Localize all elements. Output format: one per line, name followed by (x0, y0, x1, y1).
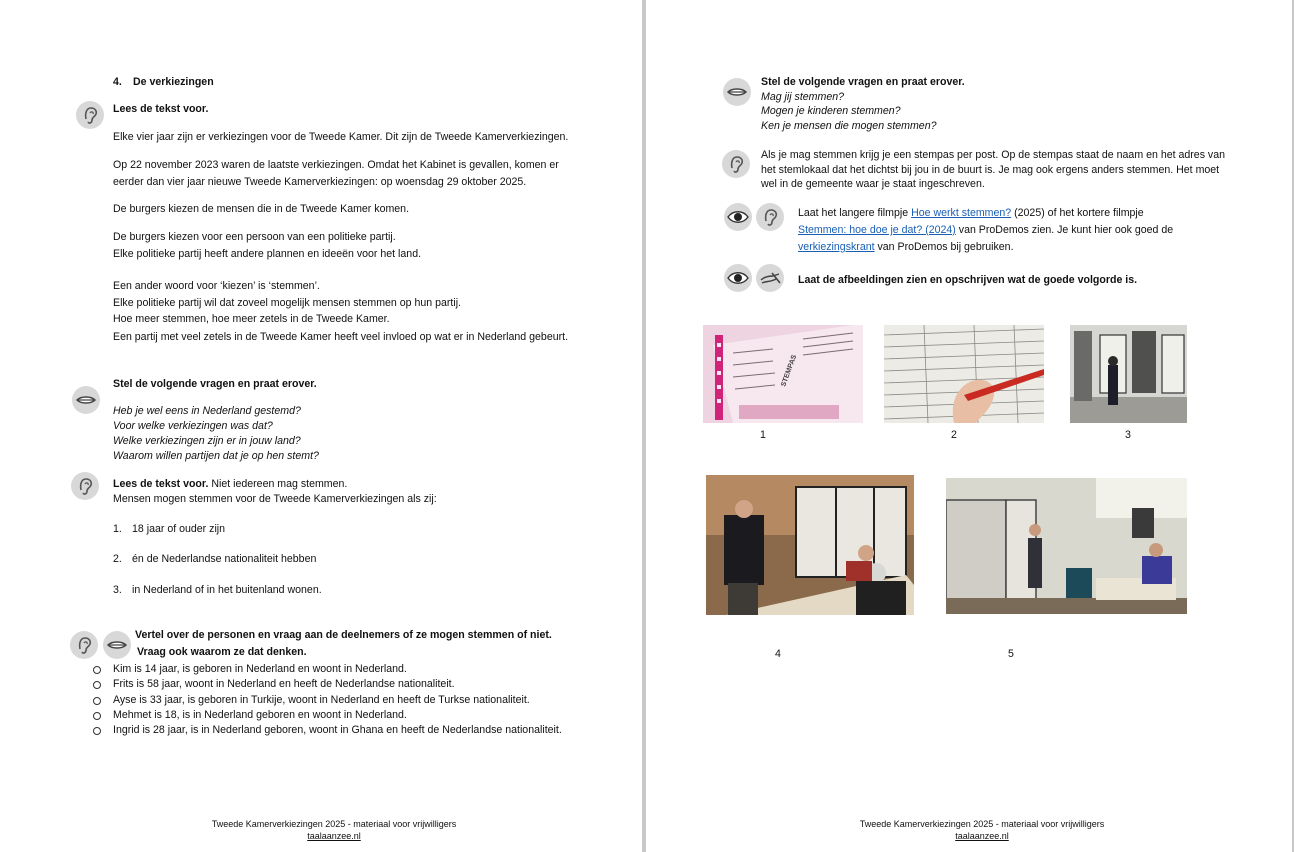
footer-link[interactable]: taalaanzee.nl (955, 831, 1009, 841)
photo-stempas (703, 325, 863, 423)
photo-caption: 1 (760, 429, 766, 441)
ear-icon (756, 203, 784, 231)
list-item: Ayse is 33 jaar, is geboren in Turkije, woont in Nederland en heeft de Turkse nationaliteit. (113, 694, 530, 706)
question: Welke verkiezingen zijn er in jouw land? (113, 435, 301, 447)
writing-hand-icon (756, 264, 784, 292)
question: Mogen je kinderen stemmen? (761, 105, 901, 117)
photo-ballot-box (946, 478, 1187, 614)
paragraph: het stemlokaal dat het dichtst bij jou in de buurt is. Je mag ook ergens anders stemmen. Het moet (761, 164, 1220, 176)
discussion-instruction: Stel de volgende vragen en praat erover. (113, 378, 317, 390)
paragraph: wel in de gemeente waar je staat ingeschreven. (761, 178, 985, 190)
read-instruction: Lees de tekst voor. Niet iedereen mag stemmen. (113, 478, 348, 490)
mouth-icon (723, 78, 751, 106)
question: Waarom willen partijen dat je op hen stemt? (113, 450, 319, 462)
bullet (93, 681, 101, 689)
mouth-icon (72, 386, 100, 414)
photo-caption: 5 (1008, 648, 1014, 660)
verkiezingskrant-link[interactable]: verkiezingskrant (798, 241, 875, 253)
photo-caption: 4 (775, 648, 781, 660)
question: Voor welke verkiezingen was dat? (113, 420, 273, 432)
condition-item: 18 jaar of ouder zijn (132, 523, 226, 535)
ear-icon (76, 101, 104, 129)
left-page (0, 0, 642, 852)
tell-instruction: Vertel over de personen en vraag aan de deelnemers of ze mogen stemmen of niet. (135, 629, 552, 641)
section-heading: De verkiezingen (133, 76, 214, 88)
bullet (93, 697, 101, 705)
tell-instruction: Vraag ook waarom ze dat denken. (137, 646, 307, 658)
ear-icon (71, 472, 99, 500)
question: Ken je mensen die mogen stemmen? (761, 120, 937, 132)
video-instruction: Stemmen: hoe doe je dat? (2024) van ProDemos zien. Je kunt hier ook goed de (798, 224, 1174, 236)
paragraph: Elke politieke partij wil dat zoveel mogelijk mensen stemmen op hun partij. (113, 297, 461, 309)
condition-item: én de Nederlandse nationaliteit hebben (132, 553, 317, 565)
question: Heb je wel eens in Nederland gestemd? (113, 405, 301, 417)
condition-number: 2. (113, 553, 122, 565)
footer (184, 818, 484, 842)
photo-ballot-pencil (884, 325, 1044, 423)
photo-caption: 3 (1125, 429, 1131, 441)
paragraph: De burgers kiezen de mensen die in de Tweede Kamer komen. (113, 203, 410, 215)
paragraph: Elke vier jaar zijn er verkiezingen voor de Tweede Kamer. Dit zijn de Tweede Kamerverkiezingen. (113, 131, 569, 143)
eye-icon (724, 203, 752, 231)
paragraph: eerder dan vier jaar nieuwe Tweede Kamerverkiezingen: op woensdag 29 oktober 2025. (113, 176, 527, 188)
bullet (93, 712, 101, 720)
video-instruction: verkiezingskrant van ProDemos bij gebruiken. (798, 241, 1014, 253)
condition-number: 1. (113, 523, 122, 535)
paragraph: Mensen mogen stemmen voor de Tweede Kamerverkiezingen als zij: (113, 493, 437, 505)
video-link-stemmen-hoe-doe-je-dat[interactable]: Stemmen: hoe doe je dat? (2024) (798, 224, 956, 236)
paragraph: Een partij met veel zetels in de Tweede Kamer heeft veel invloed op wat er in Nederland gebeurt. (113, 331, 569, 343)
video-instruction: Laat het langere filmpje Hoe werkt stemmen? (2025) of het kortere filmpje (798, 207, 1144, 219)
question: Mag jij stemmen? (761, 91, 845, 103)
condition-item: in Nederland of in het buitenland wonen. (132, 584, 322, 596)
order-instruction: Laat de afbeeldingen zien en opschrijven wat de goede volgorde is. (798, 274, 1138, 286)
condition-number: 3. (113, 584, 122, 596)
paragraph: Als je mag stemmen krijg je een stempas per post. Op de stempas staat de naam en het adres van (761, 149, 1226, 161)
bullet (93, 727, 101, 735)
list-item: Frits is 58 jaar, woont in Nederland en heeft de Nederlandse nationaliteit. (113, 678, 455, 690)
footer-title: Tweede Kamerverkiezingen 2025 - materiaal voor vrijwilligers (211, 819, 457, 829)
paragraph: Op 22 november 2023 waren de laatste verkiezingen. Omdat het Kabinet is gevallen, komen er (113, 159, 559, 171)
right-page (646, 0, 1292, 852)
ear-icon (722, 150, 750, 178)
read-instruction: Lees de tekst voor. (113, 103, 209, 115)
stempas-label: STEMPAS (780, 353, 799, 388)
mouth-icon (103, 631, 131, 659)
list-item: Ingrid is 28 jaar, is in Nederland geboren, woont in Ghana en heeft de Nederlandse nationaliteit. (113, 724, 562, 736)
section-number: 4. (113, 76, 122, 88)
photo-polling-station-desk (706, 475, 914, 615)
photo-voting-booths (1070, 325, 1187, 423)
ear-icon (70, 631, 98, 659)
list-item: Mehmet is 18, is in Nederland geboren en woont in Nederland. (113, 709, 407, 721)
photo-caption: 2 (951, 429, 957, 441)
paragraph: Een ander woord voor ‘kiezen’ is ‘stemmen’. (113, 280, 320, 292)
bullet (93, 666, 101, 674)
discussion-instruction: Stel de volgende vragen en praat erover. (761, 76, 965, 88)
footer (832, 818, 1132, 842)
paragraph: De burgers kiezen voor een persoon van een politieke partij. (113, 231, 396, 243)
footer-link[interactable]: taalaanzee.nl (307, 831, 361, 841)
video-link-hoe-werkt-stemmen[interactable]: Hoe werkt stemmen? (911, 207, 1012, 219)
footer-title: Tweede Kamerverkiezingen 2025 - materiaal voor vrijwilligers (859, 819, 1105, 829)
paragraph: Elke politieke partij heeft andere plannen en ideeën voor het land. (113, 248, 422, 260)
list-item: Kim is 14 jaar, is geboren in Nederland en woont in Nederland. (113, 663, 407, 675)
eye-icon (724, 264, 752, 292)
paragraph: Hoe meer stemmen, hoe meer zetels in de Tweede Kamer. (113, 313, 390, 325)
